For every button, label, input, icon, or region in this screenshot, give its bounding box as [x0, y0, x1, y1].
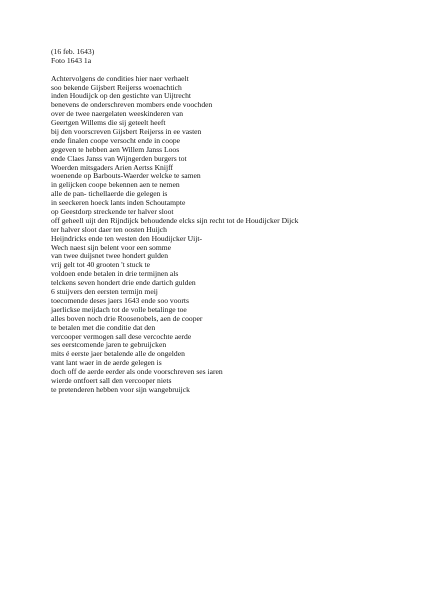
- text-line: ses eerstcomende jaren te gebruijcken: [51, 340, 167, 350]
- text-line: mits é eerste jaer betalende alle de ongelden: [51, 349, 185, 359]
- text-line: 6 stuijvers den eersten termijn meij: [51, 287, 158, 297]
- text-line: Heijndricks ende ten westen den Houdijcker Uijt-: [51, 233, 202, 243]
- text-line: soo bekende Gijsbert Reijerss woenachtich: [51, 82, 182, 92]
- text-line: bij den voorscreven Gijsbert Reijerss in ee vasten: [51, 127, 202, 137]
- text-line: alle de pan- tichellaerde die gelegen is: [51, 189, 168, 199]
- header-date: (16 feb. 1643): [51, 47, 95, 56]
- text-line: vrij gelt tot 40 grooten 't stuck te: [51, 260, 151, 270]
- text-line: op Geestdorp streckende ter halver sloot: [51, 207, 174, 217]
- text-line: telckens seven hondert drie ende dartich gulden: [51, 278, 196, 288]
- text-line: over de twee naergelaten weeskinderen van: [51, 109, 184, 119]
- transcription-text: [51, 48, 411, 395]
- text-line: ter halver sloot daer ten oosten Huijch: [51, 224, 167, 234]
- text-line: in gelijcken coope bekennen aen te nemen: [51, 180, 180, 190]
- text-line: Woerden mitsgaders Arien Aertss Knijff: [51, 162, 173, 172]
- text-line: gegeven te hebben aen Willem Janss Loos: [51, 144, 180, 154]
- text-line: ende finalen coope versocht ende in coope: [51, 135, 181, 145]
- text-line: te betalen met die conditie dat den: [51, 322, 156, 332]
- text-line: in seeckeren hoeck lants inden Schoutampte: [51, 198, 186, 208]
- document-body: [51, 75, 411, 395]
- text-line: voldoen ende betalen in drie termijnen als: [51, 269, 179, 279]
- text-line: benevens de onderschreven mombers ende voochden: [51, 100, 213, 110]
- text-line: alles boven noch drie Roosenobels, aen de cooper: [51, 313, 203, 323]
- text-line: jaerlickse meijdach tot de volle betalinge toe: [51, 304, 187, 314]
- text-line: toecomende deses jaers 1643 ende soo voorts: [51, 295, 189, 305]
- text-line: doch off de aerde eerder als onde voorschreven ses iaren: [51, 367, 223, 377]
- text-line: woenende op Barbouts-Waerder welcke te samen: [51, 171, 201, 181]
- text-line: van twee duijsnet twee hondert gulden: [51, 251, 169, 261]
- text-line: ende Claes Janss van Wijngerden burgers tot: [51, 153, 187, 163]
- document-header: [51, 48, 411, 66]
- text-line: vercooper vermogen sall dese vercochte aerde: [51, 331, 192, 341]
- text-line: inden Houdijck op den gestichte van Uijtrecht: [51, 91, 192, 101]
- text-line: vant lant waer in de aerde gelegen is: [51, 358, 162, 368]
- text-line: wierde ontfoert sall den vercooper niets: [51, 375, 172, 385]
- text-line: Geertgen Willems die sij geteelt heeft: [51, 118, 166, 128]
- header-photo-ref: Foto 1643 1a: [51, 55, 92, 65]
- text-line: Achtervolgens de condities hier naer verhaelt: [51, 73, 189, 83]
- text-line: Wech naest sijn belent voor een somme: [51, 242, 172, 252]
- text-line: te pretenderen hebben voor sijn wangebruijck: [51, 384, 190, 394]
- text-line: off geheell uijt den Rijndijck behoudende elcks sijn recht tot de Houdijcker Dijck: [51, 215, 299, 225]
